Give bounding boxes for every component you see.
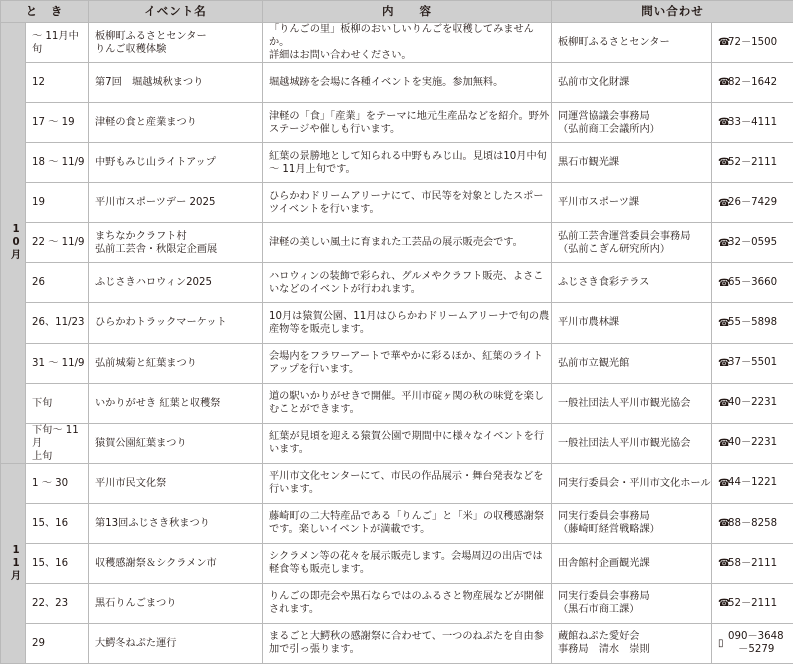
table-body: [1, 23, 793, 664]
phone-number: 37－5501: [728, 357, 778, 369]
event-date: 18 ～ 11/9: [26, 143, 89, 183]
contact-organization: 弘前市立観光館: [552, 343, 712, 383]
phone-icon: ☎: [718, 237, 731, 249]
contact-organization: 弘前市文化財課: [552, 63, 712, 103]
contact-phone: [712, 23, 793, 63]
phone-number: 88－8258: [728, 517, 778, 529]
table-row: [1, 343, 793, 383]
event-content: シクラメン等の花々を展示販売します。会場周辺の出店では軽食等も販売します。: [263, 543, 552, 583]
event-date: 22、23: [26, 583, 89, 623]
event-date: 26: [26, 263, 89, 303]
event-content: まるごと大鰐秋の感謝祭に合わせて、一つのねぷたを自由参加で引っ張ります。: [263, 623, 552, 663]
contact-phone: [712, 103, 793, 143]
phone-number: 55－5898: [728, 317, 778, 329]
table-row: [1, 183, 793, 223]
contact-phone: [712, 223, 793, 263]
phone-number: 65－3660: [728, 277, 778, 289]
table-row: [1, 423, 793, 463]
event-date: 下旬～ 11月 上旬: [26, 423, 89, 463]
event-name: ひらかわトラックマーケット: [89, 303, 263, 343]
contact-organization: 黒石市観光課: [552, 143, 712, 183]
table-row: [1, 543, 793, 583]
contact-phone: [712, 623, 793, 663]
phone-icon: ☎: [718, 277, 731, 289]
table-row: [1, 623, 793, 663]
phone-icon: ☎: [718, 77, 731, 89]
table-row: [1, 583, 793, 623]
phone-number: 090－3648 －5279: [728, 631, 784, 656]
phone-icon: ☎: [718, 117, 731, 129]
header-content: 内 容: [263, 1, 552, 23]
event-content: 津軽の美しい風土に育まれた工芸品の展示販売会です。: [263, 223, 552, 263]
contact-organization: 同運営協議会事務局 （弘前商工会議所内）: [552, 103, 712, 143]
month-label: [1, 23, 26, 464]
phone-icon: ☎: [718, 598, 731, 610]
table-row: [1, 303, 793, 343]
contact-organization: 平川市農林課: [552, 303, 712, 343]
contact-organization: 一般社団法人平川市観光協会: [552, 383, 712, 423]
event-date: 下旬: [26, 383, 89, 423]
table-row: [1, 103, 793, 143]
contact-organization: 板柳町ふるさとセンター: [552, 23, 712, 63]
phone-number: 32－0595: [728, 237, 778, 249]
event-content: 道の駅いかりがせきで開催。平川市碇ヶ関の秋の味覚を楽しむことができます。: [263, 383, 552, 423]
table-row: [1, 63, 793, 103]
event-date: 12: [26, 63, 89, 103]
event-name: 第7回 堀越城秋まつり: [89, 63, 263, 103]
table-row: [1, 263, 793, 303]
event-content: 紅葉の景勝地として知られる中野もみじ山。見頃は10月中旬～ 11月上旬です。: [263, 143, 552, 183]
table-row: [1, 23, 793, 63]
phone-icon: ☎: [718, 357, 731, 369]
phone-icon: ☎: [718, 37, 731, 49]
event-content: 紅葉が見頃を迎える猿賀公園で期間中に様々なイベントを行います。: [263, 423, 552, 463]
phone-number: 52－2111: [728, 597, 778, 609]
phone-number: 26－7429: [728, 197, 778, 209]
contact-phone: [712, 343, 793, 383]
header-event-name: イベント名: [89, 1, 263, 23]
event-name: 黒石りんごまつり: [89, 583, 263, 623]
contact-phone: [712, 543, 793, 583]
contact-phone: [712, 303, 793, 343]
event-content: りんごの即売会や黒石ならではのふるさと物産展などが開催されます。: [263, 583, 552, 623]
event-date: 15、16: [26, 503, 89, 543]
contact-phone: [712, 183, 793, 223]
event-date: ～ 11月中旬: [26, 23, 89, 63]
event-name: 平川市民文化祭: [89, 463, 263, 503]
contact-organization: 同実行委員会事務局 （黒石市商工課）: [552, 583, 712, 623]
event-content: 藤崎町の二大特産品である「りんご」と「米」の収穫感謝祭です。楽しいイベントが満載です。: [263, 503, 552, 543]
event-content: 10月は猿賀公園、11月はひらかわドリームアリーナで旬の農産物等を販売します。: [263, 303, 552, 343]
header-date: と き: [1, 1, 89, 23]
event-content: 「りんごの里」板柳のおいしいりんごを収穫してみませんか。 詳細はお問い合わせください。: [263, 23, 552, 63]
event-content: 平川市文化センターにて、市民の作品展示・舞台発表などを行います。: [263, 463, 552, 503]
phone-number: 52－2111: [728, 156, 778, 168]
table-row: [1, 383, 793, 423]
event-content: ハロウィンの装飾で彩られ、グルメやクラフト販売、よさこいなどのイベントが行われます。: [263, 263, 552, 303]
contact-phone: [712, 63, 793, 103]
table-row: [1, 143, 793, 183]
phone-icon: ☎: [718, 317, 731, 329]
event-name: まちなかクラフト村 弘前工芸舎・秋限定企画展: [89, 223, 263, 263]
phone-icon: ☎: [718, 197, 731, 209]
phone-icon: ☎: [718, 518, 731, 530]
event-date: 15、16: [26, 543, 89, 583]
event-name: いかりがせき 紅葉と収穫祭: [89, 383, 263, 423]
contact-organization: 蔵館ねぷた愛好会 事務局 清水 崇則: [552, 623, 712, 663]
mobile-phone-icon: ▯: [718, 638, 724, 650]
table-row: [1, 503, 793, 543]
phone-icon: ☎: [718, 437, 731, 449]
event-content: 津軽の「食」「産業」をテーマに地元生産品などを紹介。野外ステージや催しも行います。: [263, 103, 552, 143]
phone-icon: ☎: [718, 477, 731, 489]
contact-organization: 弘前工芸舎運営委員会事務局 （弘前こぎん研究所内）: [552, 223, 712, 263]
contact-phone: [712, 503, 793, 543]
event-date: 26、11/23: [26, 303, 89, 343]
event-date: 17 ～ 19: [26, 103, 89, 143]
event-content: 堀越城跡を会場に各種イベントを実施。参加無料。: [263, 63, 552, 103]
event-name: 大鰐冬ねぷた運行: [89, 623, 263, 663]
contact-organization: 平川市スポーツ課: [552, 183, 712, 223]
contact-organization: 田舎館村企画観光課: [552, 543, 712, 583]
month-label: [1, 463, 26, 663]
event-content: ひらかわドリームアリーナにて、市民等を対象としたスポーツイベントを行います。: [263, 183, 552, 223]
event-date: 1 ～ 30: [26, 463, 89, 503]
phone-number: 82－1642: [728, 76, 778, 88]
contact-organization: 同実行委員会・平川市文化ホール: [552, 463, 712, 503]
event-name: 平川市スポーツデー 2025: [89, 183, 263, 223]
event-name: 弘前城菊と紅葉まつり: [89, 343, 263, 383]
event-name: 猿賀公園紅葉まつり: [89, 423, 263, 463]
phone-number: 72－1500: [728, 36, 778, 48]
header-row: [1, 1, 793, 23]
contact-organization: ふじさき食彩テラス: [552, 263, 712, 303]
event-name: 板柳町ふるさとセンター りんご収穫体験: [89, 23, 263, 63]
contact-phone: [712, 143, 793, 183]
phone-icon: ☎: [718, 397, 731, 409]
event-date: 29: [26, 623, 89, 663]
event-date: 22 ～ 11/9: [26, 223, 89, 263]
event-name: 中野もみじ山ライトアップ: [89, 143, 263, 183]
event-date: 19: [26, 183, 89, 223]
contact-phone: [712, 383, 793, 423]
phone-number: 44－1221: [728, 477, 778, 489]
header-contact: 問い合わせ: [552, 1, 793, 23]
event-content: 会場内をフラワーアートで華やかに彩るほか、紅葉のライトアップを行います。: [263, 343, 552, 383]
contact-phone: [712, 423, 793, 463]
contact-organization: 同実行委員会事務局 （藤崎町経営戦略課）: [552, 503, 712, 543]
table-row: [1, 223, 793, 263]
phone-number: 33－4111: [728, 116, 778, 128]
table-row: [1, 463, 793, 503]
month-label-text: 11月: [10, 544, 22, 582]
event-date: 31 ～ 11/9: [26, 343, 89, 383]
event-name: 第13回ふじさき秋まつり: [89, 503, 263, 543]
phone-icon: ☎: [718, 157, 731, 169]
contact-phone: [712, 583, 793, 623]
event-name: ふじさきハロウィン2025: [89, 263, 263, 303]
event-name: 津軽の食と産業まつり: [89, 103, 263, 143]
contact-phone: [712, 463, 793, 503]
phone-number: 58－2111: [728, 557, 778, 569]
phone-number: 40－2231: [728, 437, 778, 449]
contact-organization: 一般社団法人平川市観光協会: [552, 423, 712, 463]
event-name: 収穫感謝祭＆シクラメン市: [89, 543, 263, 583]
phone-number: 40－2231: [728, 397, 778, 409]
month-label-text: 10月: [10, 224, 22, 262]
contact-phone: [712, 263, 793, 303]
phone-icon: ☎: [718, 558, 731, 570]
